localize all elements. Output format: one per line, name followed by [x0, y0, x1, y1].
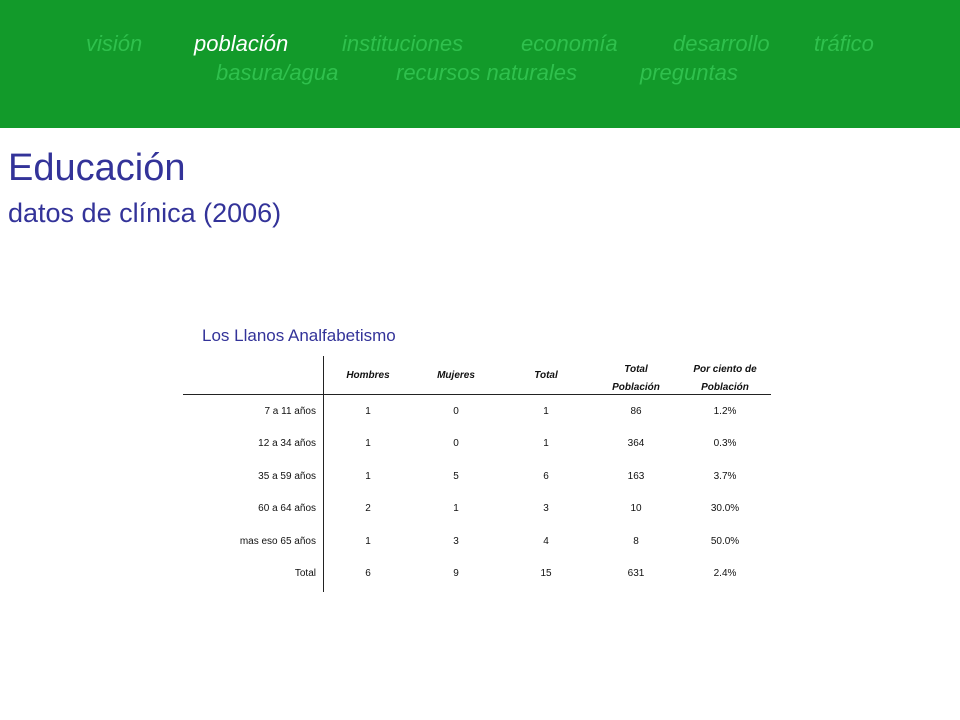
table-header-rule	[183, 394, 771, 395]
table-header-line: Total	[624, 364, 648, 375]
table-cell: 86	[630, 406, 642, 417]
table-cell: 163	[627, 471, 645, 482]
nav-link-basura-agua[interactable]: basura/agua	[216, 60, 339, 85]
table-header-line: Por ciento de	[693, 364, 757, 375]
table-cell: 3.7%	[713, 471, 737, 482]
table-cell: 1	[543, 438, 549, 449]
nav-link-recursos-naturales[interactable]: recursos naturales	[396, 60, 577, 85]
top-navigation-bar	[0, 0, 960, 128]
table-cell: 30.0%	[710, 503, 740, 514]
page-title: Educación	[8, 147, 186, 189]
table-header-cell	[693, 361, 756, 397]
table-row-label: 7 a 11 años	[264, 406, 316, 417]
table-cell: 1	[365, 536, 371, 547]
table-cell: 5	[453, 471, 459, 482]
table-cell: 6	[543, 471, 549, 482]
table-cell: 10	[630, 503, 642, 514]
table-header-cell	[612, 361, 660, 397]
table-header-line: Población	[612, 382, 660, 393]
table-cell: 9	[453, 568, 459, 579]
table-cell: 1	[365, 406, 371, 417]
table-cell: 1	[543, 406, 549, 417]
table-row-label: mas eso 65 años	[239, 536, 316, 547]
table-caption: Los Llanos Analfabetismo	[202, 326, 396, 345]
page-subtitle: datos de clínica (2006)	[8, 198, 282, 228]
table-row-label: 60 a 64 años	[258, 503, 316, 514]
table-cell: 631	[627, 568, 645, 579]
nav-link-vision[interactable]: visión	[86, 31, 143, 56]
table-cell: 0.3%	[713, 438, 737, 449]
table-cell: 0	[453, 406, 459, 417]
table-cell: 8	[633, 536, 639, 547]
nav-link-economia[interactable]: economía	[521, 31, 618, 56]
table-cell: 2	[365, 503, 371, 514]
table-cell: 4	[543, 536, 549, 547]
table-header-cell: Mujeres	[437, 370, 475, 381]
nav-link-poblacion[interactable]: población	[194, 31, 289, 56]
table-row-label: 12 a 34 años	[258, 438, 316, 449]
table-header-line: Población	[701, 382, 749, 393]
table-vertical-rule	[323, 356, 324, 592]
table-cell: 1	[365, 471, 371, 482]
table-header-cell: Total	[534, 370, 558, 381]
nav-link-instituciones[interactable]: instituciones	[342, 31, 464, 56]
table-cell: 1	[365, 438, 371, 449]
table-cell: 15	[540, 568, 552, 579]
table-cell: 3	[543, 503, 549, 514]
table-cell: 3	[453, 536, 459, 547]
nav-link-desarrollo[interactable]: desarrollo	[673, 31, 770, 56]
table-cell: 0	[453, 438, 459, 449]
table-header-cell: Hombres	[346, 370, 390, 381]
nav-link-preguntas[interactable]: preguntas	[640, 60, 738, 85]
nav-link-trafico[interactable]: tráfico	[814, 31, 874, 56]
table-cell: 364	[627, 438, 645, 449]
table-cell: 6	[365, 568, 371, 579]
table-cell: 2.4%	[713, 568, 737, 579]
table-cell: 1.2%	[713, 406, 737, 417]
table-row-label: Total	[294, 568, 316, 579]
table-cell: 50.0%	[710, 536, 740, 547]
table-row-label: 35 a 59 años	[258, 471, 316, 482]
table-cell: 1	[453, 503, 459, 514]
